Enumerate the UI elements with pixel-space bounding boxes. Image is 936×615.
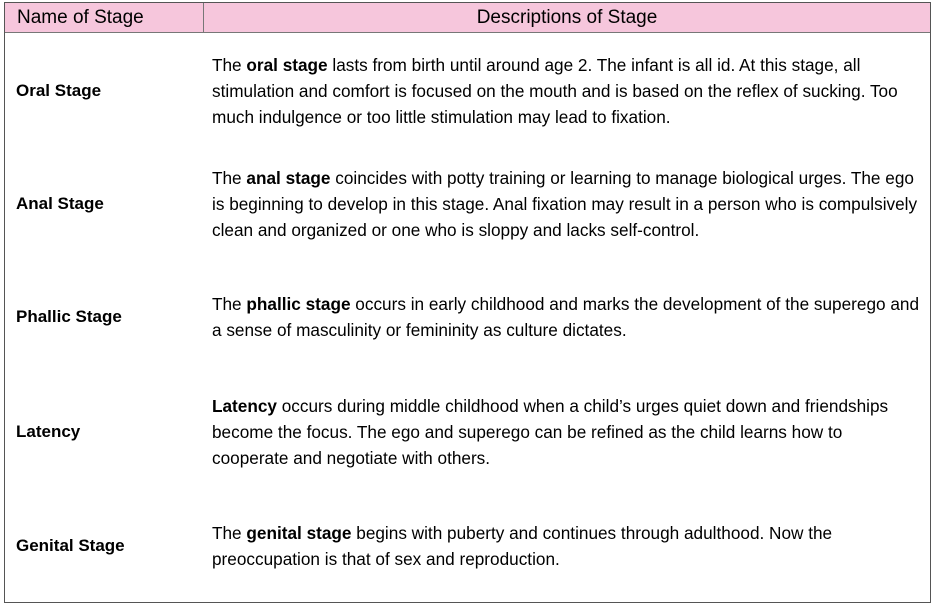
table-row-oral-stage	[5, 36, 930, 146]
stage-description-text	[212, 52, 920, 130]
table-row-phallic-stage	[5, 261, 930, 373]
table-row-anal-stage	[5, 149, 930, 259]
description-lead: The	[212, 55, 247, 75]
header-descriptions-of-stage: Descriptions of Stage	[476, 7, 658, 28]
description-body: begins with puberty and continues through adulthood. Now the preoccupation is that of sex and reproduction.	[212, 523, 833, 569]
stage-description-text	[212, 520, 920, 572]
stages-table	[4, 2, 931, 603]
stage-name-cell: Oral Stage	[16, 81, 102, 100]
description-body: occurs in early childhood and marks the development of the superego and a sense of masculinity or femininity as culture dictates.	[212, 294, 920, 340]
description-lead: The	[212, 294, 247, 314]
stage-term: genital stage	[246, 523, 352, 543]
stage-term: anal stage	[246, 168, 331, 188]
description-body: coincides with potty training or learning to manage biological urges. The ego is beginning to develop in this stage. Anal fixation may result in a person who is compulsively clean and organized or one who is sloppy and lacks self-control.	[212, 168, 918, 240]
stage-name-cell: Genital Stage	[16, 536, 125, 555]
table-row-genital-stage	[5, 490, 930, 602]
stage-description-cell	[204, 149, 930, 259]
stage-term: oral stage	[246, 55, 328, 75]
stage-description-cell	[204, 490, 930, 602]
description-lead: The	[212, 523, 247, 543]
stage-name-cell: Latency	[16, 422, 81, 441]
stage-name-cell: Phallic Stage	[16, 307, 122, 326]
description-lead: The	[212, 168, 247, 188]
stage-description-cell	[204, 36, 930, 146]
stage-description-text	[212, 165, 920, 243]
stage-description-cell	[204, 375, 930, 489]
table-row-latency	[5, 375, 930, 489]
stage-name-cell: Anal Stage	[16, 194, 104, 213]
stage-description-text	[212, 291, 920, 343]
stage-description-cell	[204, 261, 930, 373]
description-body: occurs during middle childhood when a child’s urges quiet down and friendships become the focus. The ego and superego can be refined as the child learns how to cooperate and negotiate with others.	[212, 396, 889, 468]
stage-term: Latency	[212, 396, 277, 416]
stage-description-text	[212, 393, 920, 471]
header-name-of-stage: Name of Stage	[5, 3, 204, 32]
stage-term: phallic stage	[246, 294, 351, 314]
description-body: lasts from birth until around age 2. The infant is all id. At this stage, all stimulation and comfort is focused on the mouth and is based on the reflex of sucking. Too much indulgence or too little stimulation may lead to fixation.	[212, 55, 898, 127]
table-header	[5, 3, 930, 33]
